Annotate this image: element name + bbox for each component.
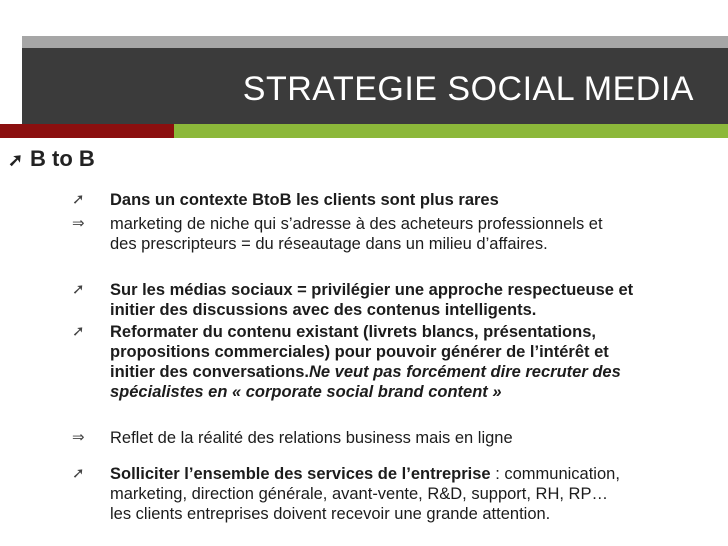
- item-text: [110, 464, 722, 524]
- item-line: marketing, direction générale, avant-vente, R&D, support, RH, RP…: [110, 485, 608, 503]
- title-bar: [22, 48, 728, 124]
- arrow-bullet-icon: ➚: [72, 465, 85, 482]
- arrow-bullet-icon: ➚: [72, 323, 85, 340]
- level1-bullet: [8, 146, 95, 172]
- level1-label: B to B: [30, 146, 95, 171]
- item-line-bold: Solliciter l’ensemble des services de l’entreprise: [110, 465, 491, 483]
- item-text: Reflet de la réalité des relations business mais en ligne: [110, 429, 513, 447]
- item-text: [110, 214, 722, 254]
- item-line: les clients entreprises doivent recevoir une grande attention.: [110, 505, 551, 523]
- item-line-italic: spécialistes en « corporate social brand content »: [110, 383, 502, 401]
- item-line-bold: initier des conversations.: [110, 363, 309, 381]
- item-line: [110, 464, 722, 484]
- item-line: Sur les médias sociaux = privilégier une approche respectueuse et: [110, 281, 634, 299]
- item-line: des prescripteurs = du réseautage dans un milieu d’affaires.: [110, 235, 548, 253]
- item-line: Reformater du contenu existant (livrets blancs, présentations,: [110, 323, 596, 341]
- implies-arrow-icon: ⇒: [72, 215, 85, 232]
- item-line: propositions commerciales) pour pouvoir générer de l’intérêt et: [110, 343, 609, 361]
- item-line: marketing de niche qui s’adresse à des acheteurs professionnels et: [110, 215, 603, 233]
- arrow-bullet-icon: ➚: [8, 150, 24, 170]
- item-line: [110, 362, 722, 382]
- item-text: Dans un contexte BtoB les clients sont plus rares: [110, 191, 499, 209]
- accent-bar-green: [174, 124, 728, 138]
- top-band: [22, 36, 728, 48]
- arrow-bullet-icon: ➚: [72, 191, 85, 208]
- item-line: initier des discussions avec des contenus intelligents.: [110, 301, 537, 319]
- slide-title: STRATEGIE SOCIAL MEDIA: [242, 70, 694, 108]
- item-text: [110, 280, 722, 320]
- arrow-bullet-icon: ➚: [72, 281, 85, 298]
- item-line-italic: Ne veut pas forcément dire recruter des: [308, 363, 621, 381]
- implies-arrow-icon: ⇒: [72, 429, 85, 446]
- accent-bar-red: [0, 124, 174, 138]
- item-text: [110, 322, 722, 402]
- item-line-rest: : communication,: [490, 465, 620, 483]
